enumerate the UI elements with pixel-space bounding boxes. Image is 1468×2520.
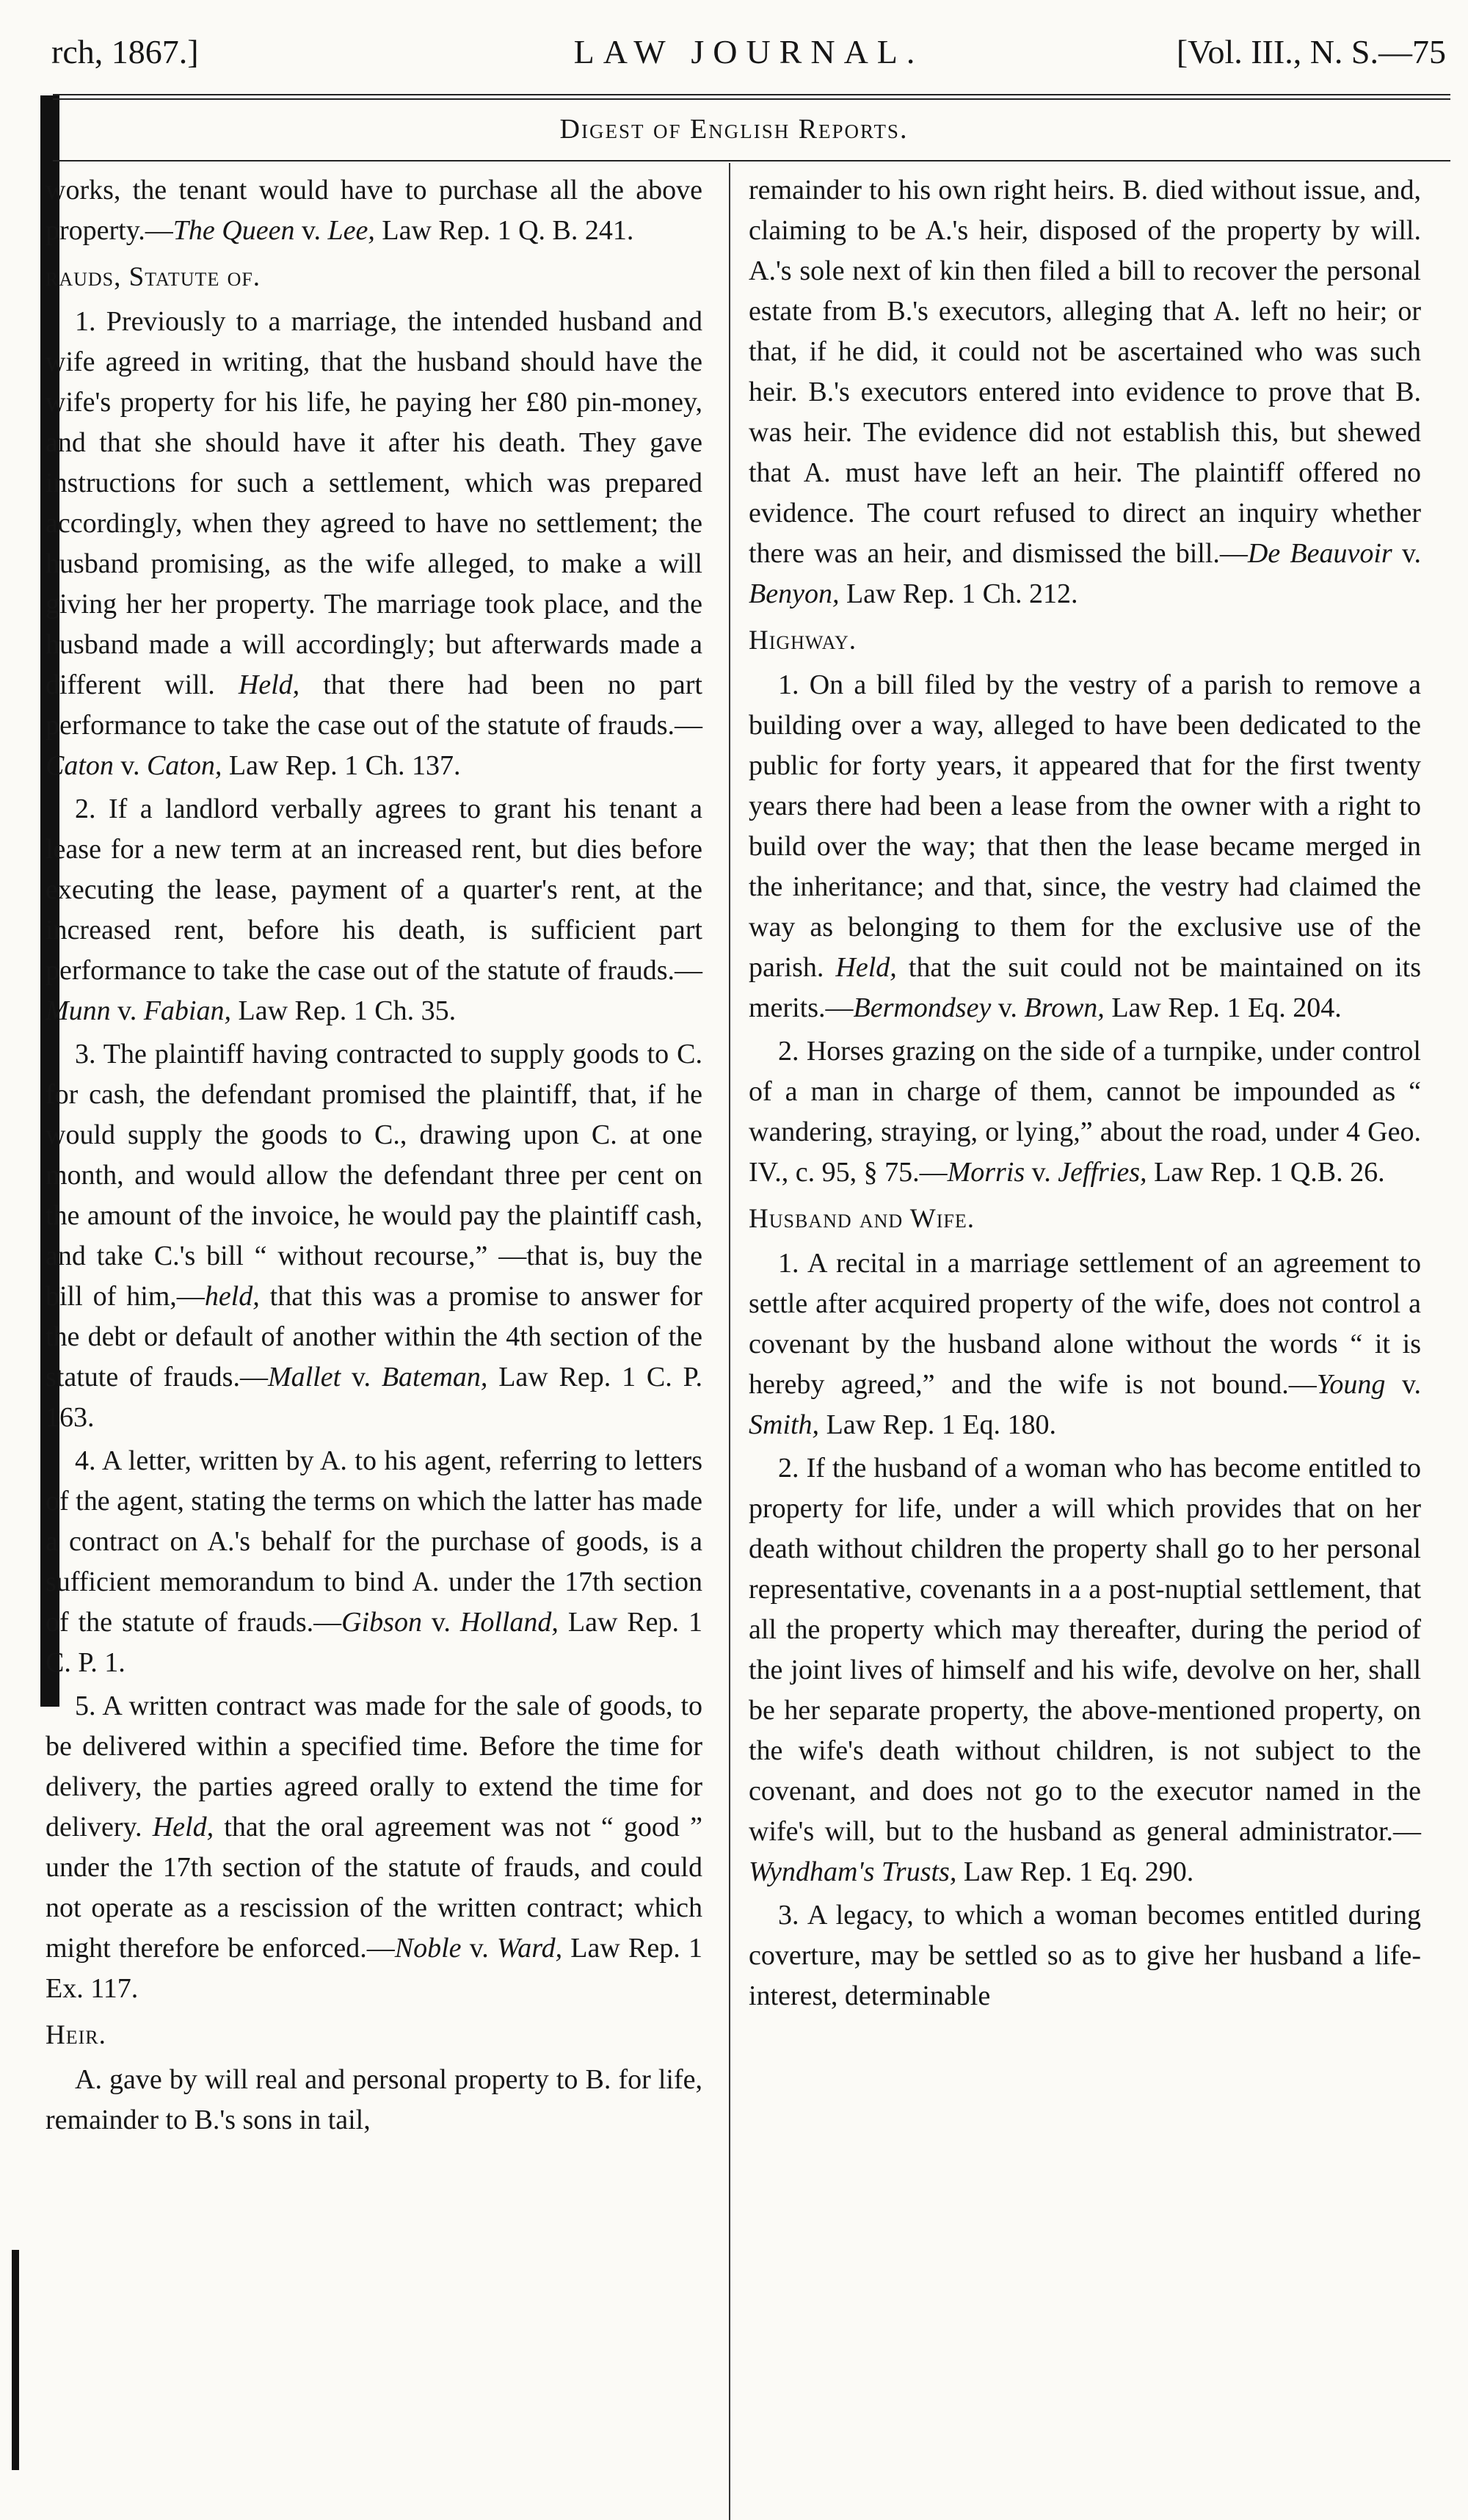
paragraph: 2. Horses grazing on the side of a turnpike, under control of a man in charge of them, cannot be impounded as “ wandering, straying, or lying,” about the road, under 4 Geo. IV., c. 95, § 75.—Morris v. Jeffries, Law Rep. 1 Q.B. 26. — [749, 1036, 1421, 1188]
header-rule-top — [53, 94, 1450, 95]
header-rule-top-2 — [53, 98, 1450, 100]
paragraph: 1. A recital in a marriage settlement of an agreement to settle after acquired property of the wife, does not control a covenant by the husband alone without the words “ it is hereby agreed,” and the wife is not bound.—Young v. Smith, Law Rep. 1 Eq. 180. — [749, 1248, 1421, 1440]
paragraph: 3. The plaintiff having contracted to supply goods to C. for cash, the defendant promised the plaintiff, that, if he would supply the goods to C., drawing upon C. at one month, and would allow the defendant three per cent on the amount of the invoice, he would pay the plaintiff cash, and take C.'s bill “ without recourse,” —that is, buy the bill of him,—held, that this was a promise to answer for the debt or default of another within the 4th section of the statute of frauds.—Mallet v. Bateman, Law Rep. 1 C. P. 163. — [46, 1039, 702, 1433]
left-column — [46, 170, 702, 2143]
section-heading: rauds, Statute of. — [46, 262, 261, 292]
paragraph: A. gave by will real and personal property to B. for life, remainder to B.'s sons in tail, — [46, 2064, 702, 2135]
paragraph: 2. If the husband of a woman who has become entitled to property for life, under a will which provides that on her death without children the property shall go to her personal representative, covenants in a a post-nuptial settlement, that all the property which may thereafter, during the period of the joint lives of himself and his wife, devolve on her, shall be her separate property, the above-mentioned property, on the wife's death without children, is not subject to the covenant, and does not go to the executor named in the wife's will, but to the husband as general administrator.—Wyndham's Trusts, Law Rep. 1 Eq. 290. — [749, 1453, 1421, 1887]
paragraph: 1. On a bill filed by the vestry of a parish to remove a building over a way, alleged to have been dedicated to the public for forty years, it appeared that for the first twenty years there had been a lease from the owner with a right to build over the way; that then the lease became merged in the inheritance; and that, since, the vestry had claimed the way as belonging to them for the exclusive use of the parish. Held, that the suit could not be maintained on its merits.—Bermondsey v. Brown, Law Rep. 1 Eq. 204. — [749, 669, 1421, 1023]
section-title: Digest of English Reports. — [559, 114, 909, 145]
paragraph: 3. A legacy, to which a woman becomes entitled during coverture, may be settled so as to give her husband a life-interest, determinable — [749, 1900, 1421, 2011]
paragraph: 5. A written contract was made for the sale of goods, to be delivered within a specified time. Before the time for delivery, the parties agreed orally to extend the time for delivery. Held, that the oral agreement was not “ good ” under the 17th section of the statute of frauds, and could not operate as a rescission of the written contract; which might therefore be enforced.—Noble v. Ward, Law Rep. 1 Ex. 117. — [46, 1691, 702, 2004]
paragraph: remainder to his own right heirs. B. died without issue, and, claiming to be A.'s heir, disposed of the property by will. A.'s sole next of kin then filed a bill to recover the personal estate from B.'s executors, alleging that A. left no heir; or that, if he did, it could not be ascertained who was such heir. B.'s executors entered into evidence to prove that B. was heir. The evidence did not establish this, but shewed that A. must have left an heir. The plaintiff offered no evidence. The court refused to direct an inquiry whether there was an heir, and dismissed the bill.—De Beauvoir v. Benyon, Law Rep. 1 Ch. 212. — [749, 175, 1421, 609]
paragraph: 4. A letter, written by A. to his agent, referring to letters of the agent, stating the terms on which the latter has made a contract on A.'s behalf for the purchase of goods, is a sufficient memorandum to bind A. under the 17th section of the statute of frauds.—Gibson v. Holland, Law Rep. 1 C. P. 1. — [46, 1445, 702, 1678]
column-divider — [729, 163, 730, 2520]
section-heading: Heir. — [46, 2020, 106, 2050]
section-heading: Highway. — [749, 625, 857, 656]
header-volume: [Vol. III., N. S.—75 — [1176, 33, 1446, 70]
journal-title: LAW JOURNAL. — [573, 33, 924, 70]
right-column — [749, 170, 1421, 2019]
header-date: rch, 1867.] — [51, 33, 199, 70]
paragraph: 2. If a landlord verbally agrees to grant his tenant a lease for a new term at an increased rent, but dies before executing the lease, payment of a quarter's rent, at the increased rent, before his death, is sufficient part performance to take the case out of the statute of frauds.—Munn v. Fabian, Law Rep. 1 Ch. 35. — [46, 794, 702, 1026]
page-edge-shadow-lower — [12, 2250, 19, 2470]
header-rule-bottom — [53, 160, 1450, 161]
section-heading: Husband and Wife. — [749, 1204, 975, 1234]
paragraph: works, the tenant would have to purchase all the above property.—The Queen v. Lee, Law Rep. 1 Q. B. 241. — [46, 175, 702, 246]
paragraph: 1. Previously to a marriage, the intended husband and wife agreed in writing, that the husband should have the wife's property for his life, he paying her £80 pin-money, and that she should have it after his death. They gave instructions for such a settlement, which was prepared accordingly, when they agreed to have no settlement; the husband promising, as the wife alleged, to make a will giving her her property. The marriage took place, and the husband made a will accordingly; but afterwards made a different will. Held, that there had been no part performance to take the case out of the statute of frauds.—Caton v. Caton, Law Rep. 1 Ch. 137. — [46, 306, 702, 781]
